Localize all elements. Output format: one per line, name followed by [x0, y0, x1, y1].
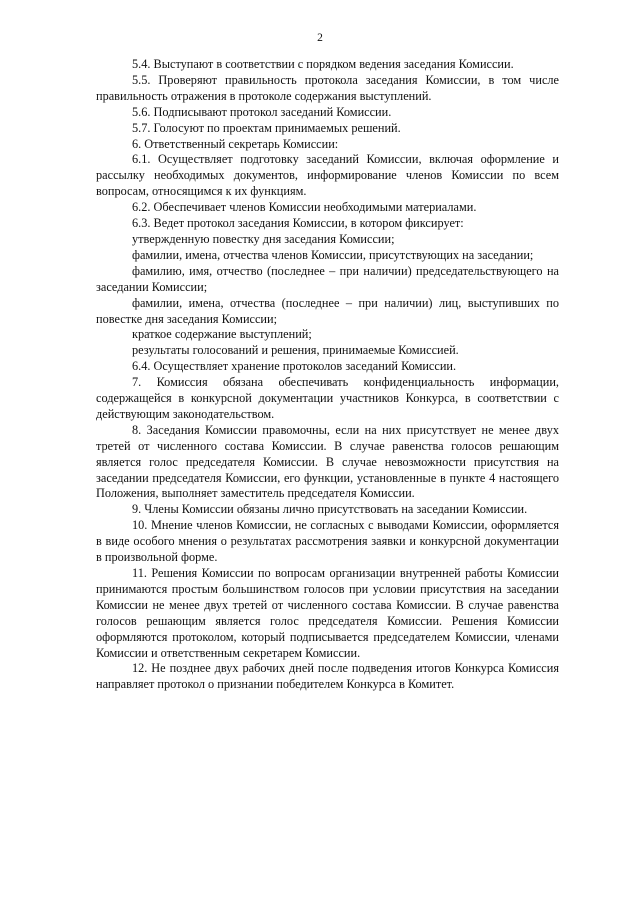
paragraph-5-4: 5.4. Выступают в соответствии с порядком ведения заседания Комиссии. — [132, 57, 514, 71]
paragraph-6-1: 6.1. Осуществляет подготовку заседаний Комиссии, включая оформление и рассылку необходимых документов, информирование членов Комиссии по всем вопросам, относящимся к их функциям. — [96, 152, 559, 199]
list-item-results: результаты голосований и решения, принимаемые Комиссией. — [132, 343, 459, 358]
list-item-summary: краткое содержание выступлений; — [132, 327, 312, 342]
paragraph-12: 12. Не позднее двух рабочих дней после подведения итогов Конкурса Комиссия направляет протокол о признании победителем Конкурса в Комитет. — [96, 661, 559, 692]
paragraph-6: 6. Ответственный секретарь Комиссии: — [132, 136, 339, 151]
paragraph-10: 10. Мнение членов Комиссии, не согласных с выводами Комиссии, оформляется в виде особого мнения о результатах рассмотрения заявки и конкурсной документации в произвольной форме. — [96, 518, 559, 565]
list-item-chair: фамилию, имя, отчество (последнее – при наличии) председательствующего на заседании Комиссии; — [96, 263, 559, 294]
document-body — [96, 57, 559, 693]
paragraph-6-3: 6.3. Ведет протокол заседания Комиссии, в котором фиксирует: — [132, 216, 464, 231]
paragraph-5-7: 5.7. Голосуют по проектам принимаемых решений. — [132, 120, 401, 135]
paragraph-11: 11. Решения Комиссии по вопросам организации внутренней работы Комиссии принимаются простым большинством голосов при условии присутствия на заседании Комиссии не менее двух третей от численного состава Комиссии. В случае равенства голосов решающим является голос председателя Комиссии. Решения Комиссии оформляются протоколом, который подписывается председателем Комиссии, членами Комиссии и ответственным секретарем Комиссии. — [96, 566, 559, 660]
list-item-agenda: утвержденную повестку дня заседания Комиссии; — [132, 231, 395, 246]
list-item-speakers: фамилии, имена, отчества (последнее – при наличии) лиц, выступивших по повестке дня заседания Комиссии; — [96, 295, 559, 326]
paragraph-5-6: 5.6. Подписывают протокол заседаний Комиссии. — [132, 104, 392, 119]
paragraph-5-5: 5.5. Проверяют правильность протокола заседания Комиссии, в том числе правильность отражения в протоколе содержания выступлений. — [96, 72, 559, 103]
page-number: 2 — [317, 32, 323, 44]
paragraph-8: 8. Заседания Комиссии правомочны, если на них присутствует не менее двух третей от численного состава Комиссии. В случае равенства голосов решающим является голос председателя Комиссии. В случае невозможности присутствия на заседании председателя Комиссии, его функции, установленные в пункте 4 настоящего Положения, выполняет заместитель председателя Комиссии. — [96, 422, 559, 501]
paragraph-6-2: 6.2. Обеспечивает членов Комиссии необходимыми материалами. — [132, 200, 477, 215]
paragraph-7: 7. Комиссия обязана обеспечивать конфиденциальность информации, содержащейся в конкурсной документации участников Конкурса, в соответствии с действующим законодательством. — [96, 375, 559, 421]
paragraph-6-4: 6.4. Осуществляет хранение протоколов заседаний Комиссии. — [132, 359, 457, 374]
list-item-members: фамилии, имена, отчества членов Комиссии, присутствующих на заседании; — [132, 247, 534, 262]
paragraph-9: 9. Члены Комиссии обязаны лично присутствовать на заседании Комиссии. — [132, 502, 528, 517]
